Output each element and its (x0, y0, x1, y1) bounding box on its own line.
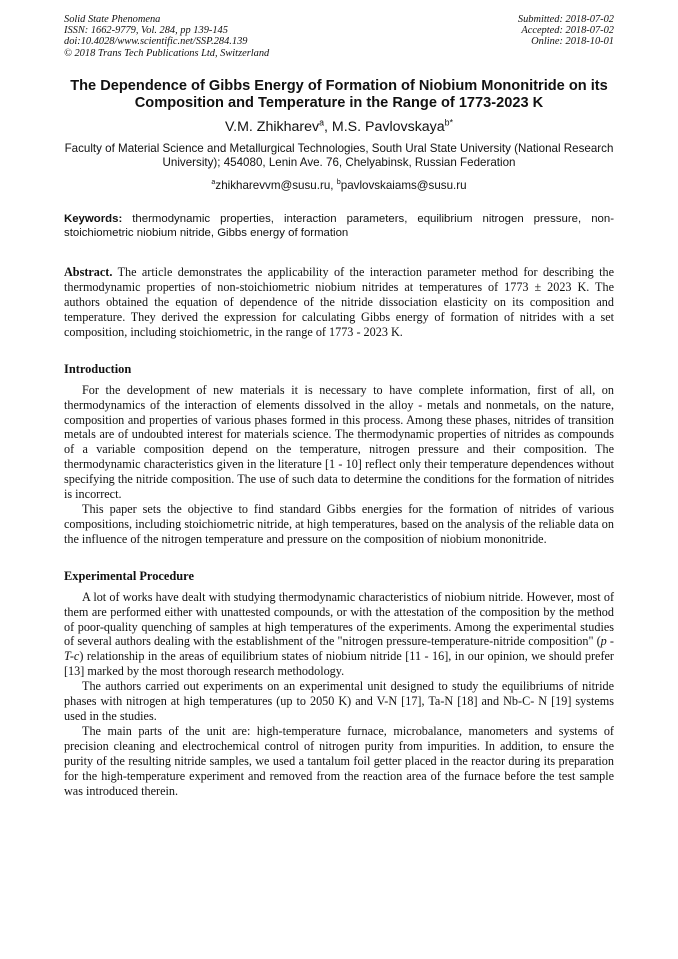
section-heading-introduction: Introduction (64, 361, 132, 376)
abstract-label: Abstract. (64, 265, 113, 280)
section-heading-experimental: Experimental Procedure (64, 568, 194, 583)
author-list (64, 118, 614, 136)
abstract-text: The article demonstrates the applicability of the interaction parameter method for describing the thermodynamic properties of non-stoichiometric niobium nitrides at temperatures of 1773 ± 2023 K. The authors obtained the equation of dependence of the nitride dissociation elasticity on its composition and temperature. They derived the expression for calculating Gibbs energy of formation of nitrides with a set composition, including stoichiometric, in the range of 1773 - 2023 K. (64, 265, 614, 339)
email-mark: b (336, 176, 341, 186)
paragraph: For the development of new materials it is necessary to have complete information, first of all, on thermodynamics of the interaction of elements dissolved in the alloy - metals and nonmetals, on the nature, composition and properties of various phases formed in this process. Among these phases, nitrides of transition metals are of undoubted interest for materials science. The thermodynamic properties of nitrides as compounds of a variable composition depend on the temperature, nitrogen pressure and their composition. The thermodynamic characteristics given in the literature [1 - 10] reflect only their temperature dependences without specifying the nitride composition. The use of such data to determine the conditions for the formation of nitrides is incorrect. (64, 382, 614, 502)
author-emails (64, 176, 614, 193)
author-name: V.M. Zhikharev (225, 118, 320, 135)
publication-info (64, 14, 269, 59)
page-header (64, 0, 614, 59)
paper-title: The Dependence of Gibbs Energy of Formation of Niobium Mononitride on its Composition and Temperature in the Range of 1773-2023 K (70, 77, 608, 112)
paragraph-text: A lot of works have dealt with studying thermodynamic characteristics of niobium nitride. However, most of them are performed either with unattested compounds, or with the attestation of the composition by the method of poor-quality quenching of samples at high temperatures of the experiments. Among the experimental studies of several authors dealing with the establishment of the "nitrogen pressure-temperature-nitride composition" ( (64, 589, 614, 649)
issn-line: ISSN: 1662-9779, Vol. 284, pp 139-145 (64, 25, 228, 37)
formula: p -T-c (64, 634, 614, 664)
paragraph: The main parts of the unit are: high-temperature furnace, microbalance, manometers and systems of precision cleaning and electrochemical control of nitrogen purity from impurities. In addition, to ensure the purity of the resulting nitride samples, we used a tantalum foil getter placed in the reactor during its preparation for the high-temperature experiment and removed from the reaction area of the furnace before the test sample was introduced therein. (64, 723, 614, 798)
affiliation: Faculty of Material Science and Metallurgical Technologies, South Ural State University (National Research University); 454080, Lenin Ave. 76, Chelyabinsk, Russian Federation (64, 141, 614, 170)
author-separator: , (324, 118, 332, 135)
abstract (64, 265, 614, 340)
dates-info (518, 14, 614, 59)
doi-line: doi:10.4028/www.scientific.net/SSP.284.139 (64, 36, 248, 48)
email-separator: , (330, 178, 337, 192)
paragraph (64, 590, 614, 679)
email-mark: a (211, 176, 216, 186)
author-affil-mark: a (319, 117, 325, 128)
author-affil-mark: b* (444, 117, 453, 128)
submitted-date: Submitted: 2018-07-02 (517, 14, 614, 25)
online-date: Online: 2018-10-01 (531, 36, 614, 48)
accepted-date: Accepted: 2018-07-02 (521, 25, 614, 37)
paragraph: This paper sets the objective to find standard Gibbs energies for the formation of nitrides of various compositions, including stoichiometric nitride, at high temperatures, based on the analysis of the reliable data on the influence of the nitrogen temperature and pressure on the composition of niobium mononitride. (64, 502, 614, 546)
author-name: M.S. Pavlovskaya (331, 118, 445, 135)
keywords-text: thermodynamic properties, interaction parameters, equilibrium nitrogen pressure, non-stoichiometric niobium nitride, Gibbs energy of formation (64, 212, 614, 239)
keywords (64, 212, 614, 241)
copyright-line: © 2018 Trans Tech Publications Ltd, Switzerland (64, 47, 270, 59)
email-address: pavlovskaiams@susu.ru (340, 178, 467, 192)
keywords-label: Keywords: (64, 212, 123, 225)
journal-name: Solid State Phenomena (64, 14, 161, 25)
paragraph: The authors carried out experiments on an experimental unit designed to study the equilibriums of nitride phases with nitrogen at high temperatures (up to 2050 K) and V-N [17], Ta-N [18] and Nb-C- N [19] systems used in the studies. (64, 679, 614, 723)
email-address: zhikharevvm@susu.ru (215, 178, 331, 192)
paragraph-text: ) relationship in the areas of equilibrium states of niobium nitride [11 - 16], in our opinion, we should prefer [13] marked by the most thorough research methodology. (64, 649, 614, 679)
